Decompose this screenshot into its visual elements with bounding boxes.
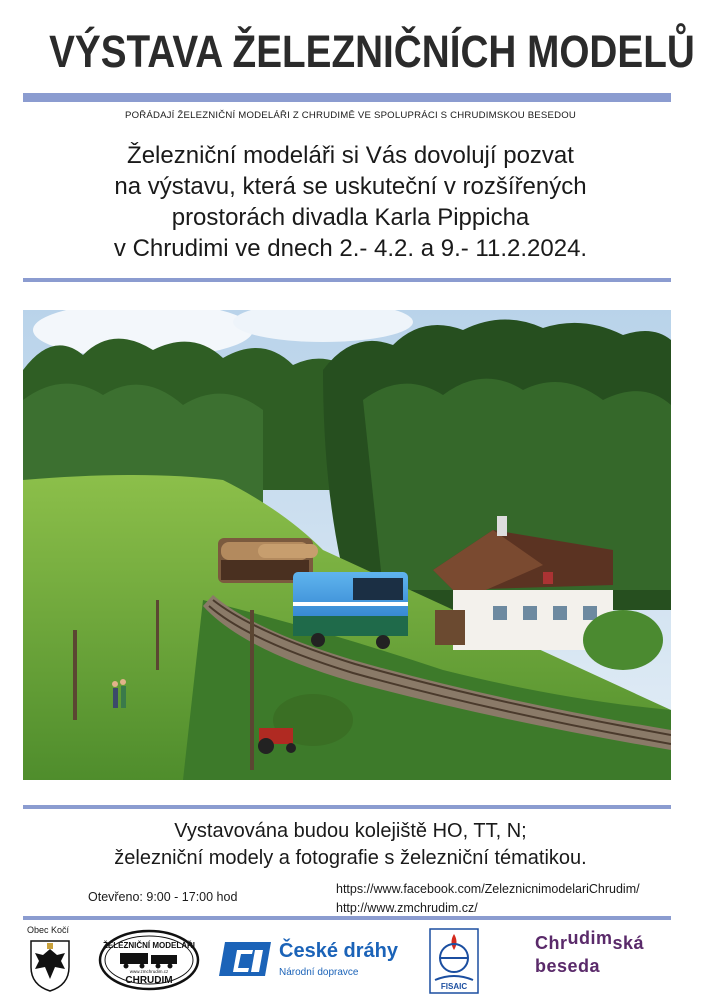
exhibits-text	[0, 818, 701, 872]
zm-text-top: ŽELEZNIČNÍ MODELÁŘI	[103, 941, 195, 950]
divider	[23, 916, 671, 920]
chrudimska-beseda-logo	[535, 928, 685, 992]
invitation-line: v Chrudimi ve dnech 2.- 4.2. a 9.- 11.2.2024.	[113, 235, 588, 262]
beseda-part: Chr	[535, 933, 568, 953]
organizers-line: POŘÁDAJÍ ŽELEZNIČNÍ MODELÁŘI Z CHRUDIMĚ VE SPOLUPRÁCI S CHRUDIMSKOU BESEDOU	[124, 110, 577, 121]
invitation-line: Železniční modeláři si Vás dovolují pozvat	[127, 142, 574, 169]
facebook-link[interactable]: https://www.facebook.com/ZeleznicnimodelariChrudim/	[336, 882, 640, 896]
divider	[23, 805, 671, 809]
beseda-part: ská	[612, 933, 645, 953]
invitation-line: prostorách divadla Karla Pippicha	[171, 204, 530, 231]
fisaic-text: FISAIC	[440, 982, 468, 991]
cd-sub: Národní dopravce	[279, 967, 359, 978]
fisaic-logo	[429, 928, 479, 994]
sponsor-logos	[23, 925, 683, 995]
layout-photo	[23, 310, 671, 780]
ceske-drahy-logo	[219, 935, 414, 983]
divider	[23, 93, 671, 102]
fisaic-emblem-icon	[429, 928, 479, 994]
exhibits-line: železniční modely a fotografie s železniční tématikou.	[114, 847, 587, 869]
zm-text-url: www.zmchrudim.cz	[129, 969, 169, 974]
invitation-text	[0, 140, 701, 264]
cd-symbol-icon	[219, 938, 273, 980]
model-railway-photo	[23, 310, 671, 780]
website-link[interactable]: http://www.zmchrudim.cz/	[336, 901, 478, 915]
opening-hours: Otevřeno: 9:00 - 17:00 hod	[88, 890, 238, 904]
zm-text-bottom: CHRUDIM	[125, 975, 173, 986]
beseda-part: udim	[567, 928, 613, 948]
invitation-line: na výstavu, která se uskuteční v rozšířených	[114, 173, 587, 200]
zm-emblem-icon	[98, 929, 200, 991]
coat-of-arms-icon	[25, 937, 75, 993]
koci-logo	[25, 925, 75, 993]
koci-caption: Obec Kočí	[27, 925, 70, 935]
cd-name: České dráhy	[279, 940, 398, 962]
divider	[23, 278, 671, 282]
beseda-line2: beseda	[535, 956, 601, 976]
poster-title: VÝSTAVA ŽELEZNIČNÍCH MODELŮ	[49, 26, 695, 77]
links-block	[336, 880, 640, 918]
exhibits-line: Vystavována budou kolejiště HO, TT, N;	[174, 820, 527, 842]
zm-chrudim-logo	[98, 929, 200, 991]
